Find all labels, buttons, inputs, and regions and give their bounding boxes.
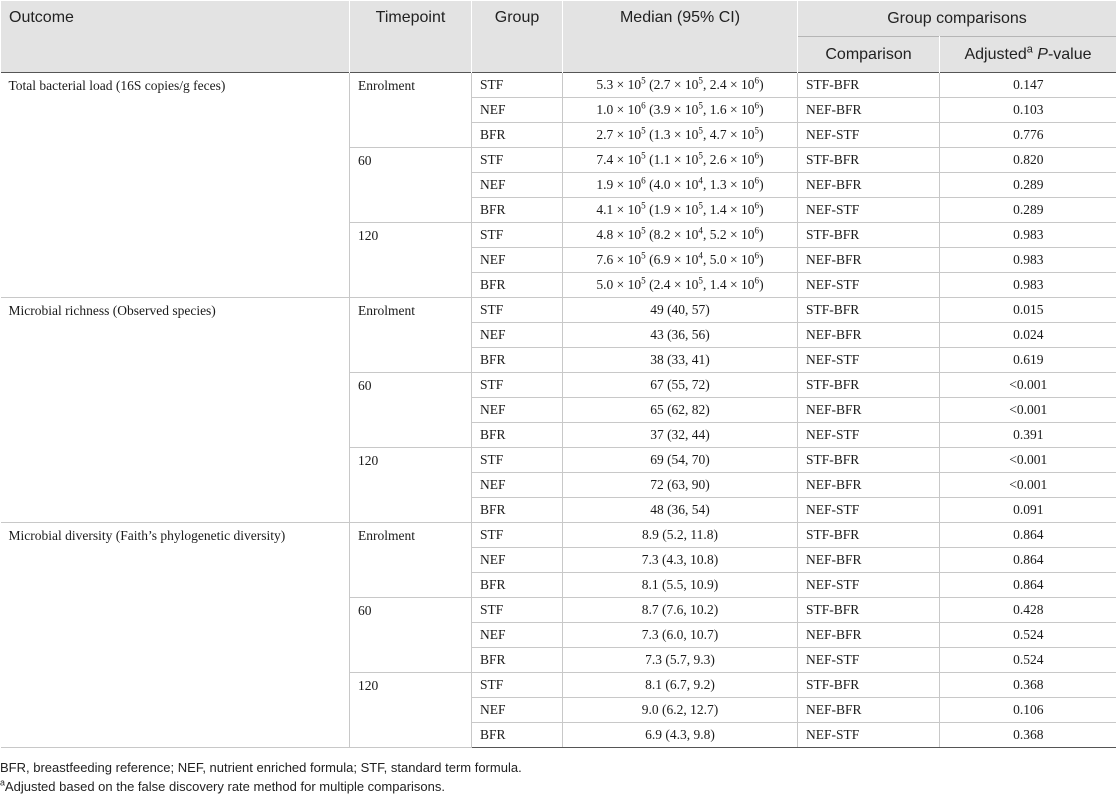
median-cell: 37 (32, 44) <box>563 423 798 448</box>
pvalue-cell: 0.091 <box>940 498 1116 523</box>
median-cell: 9.0 (6.2, 12.7) <box>563 698 798 723</box>
pvalue-cell: 0.983 <box>940 273 1116 298</box>
pvalue-cell: 0.524 <box>940 648 1116 673</box>
group-cell: NEF <box>472 623 563 648</box>
pvalue-cell: 0.524 <box>940 623 1116 648</box>
pvalue-cell: 0.106 <box>940 698 1116 723</box>
group-cell: BFR <box>472 723 563 748</box>
median-cell: 7.3 (5.7, 9.3) <box>563 648 798 673</box>
comparison-cell: STF-BFR <box>798 448 940 473</box>
header-pvalue-suffix: -value <box>1048 46 1092 63</box>
comparison-cell: NEF-STF <box>798 723 940 748</box>
median-cell: $7.6 \times 10^5$ ($6.9 \times 10^4$, $5.0 \times 10^6$) <box>563 248 798 273</box>
outcome-cell: Total bacterial load (16S copies/g feces) <box>1 73 350 298</box>
group-cell: STF <box>472 598 563 623</box>
pvalue-cell: <0.001 <box>940 398 1116 423</box>
comparison-cell: NEF-BFR <box>798 548 940 573</box>
median-cell: 48 (36, 54) <box>563 498 798 523</box>
median-cell: 8.1 (5.5, 10.9) <box>563 573 798 598</box>
comparison-cell: NEF-STF <box>798 423 940 448</box>
median-cell: 67 (55, 72) <box>563 373 798 398</box>
median-cell: 6.9 (4.3, 9.8) <box>563 723 798 748</box>
timepoint-cell: 120 <box>350 448 472 523</box>
group-cell: BFR <box>472 573 563 598</box>
pvalue-cell: 0.289 <box>940 173 1116 198</box>
outcome-cell: Microbial richness (Observed species) <box>1 298 350 523</box>
comparison-cell: NEF-BFR <box>798 98 940 123</box>
pvalue-cell: 0.864 <box>940 573 1116 598</box>
outcome-cell: Microbial diversity (Faith’s phylogenetic diversity) <box>1 523 350 748</box>
comparison-cell: NEF-BFR <box>798 248 940 273</box>
group-cell: STF <box>472 223 563 248</box>
group-cell: STF <box>472 448 563 473</box>
pvalue-cell: 0.864 <box>940 548 1116 573</box>
median-cell: 8.1 (6.7, 9.2) <box>563 673 798 698</box>
comparison-cell: NEF-BFR <box>798 398 940 423</box>
pvalue-cell: 0.391 <box>940 423 1116 448</box>
pvalue-cell: 0.368 <box>940 723 1116 748</box>
table-row <box>1 73 1116 98</box>
header-adjusted-superscript: a <box>1027 43 1033 55</box>
header-group: Group <box>472 1 563 73</box>
group-cell: BFR <box>472 648 563 673</box>
median-cell: 43 (36, 56) <box>563 323 798 348</box>
group-cell: NEF <box>472 173 563 198</box>
group-cell: BFR <box>472 123 563 148</box>
group-cell: NEF <box>472 398 563 423</box>
comparison-cell: NEF-STF <box>798 648 940 673</box>
table-row <box>1 523 1116 548</box>
pvalue-cell: 0.015 <box>940 298 1116 323</box>
pvalue-cell: 0.024 <box>940 323 1116 348</box>
timepoint-cell: 60 <box>350 373 472 448</box>
timepoint-cell: Enrolment <box>350 73 472 148</box>
timepoint-cell: Enrolment <box>350 523 472 598</box>
median-cell: $4.8 \times 10^5$ ($8.2 \times 10^4$, $5.2 \times 10^6$) <box>563 223 798 248</box>
median-cell: $1.0 \times 10^6$ ($3.9 \times 10^5$, $1.6 \times 10^6$) <box>563 98 798 123</box>
group-cell: BFR <box>472 423 563 448</box>
pvalue-cell: <0.001 <box>940 373 1116 398</box>
group-cell: NEF <box>472 248 563 273</box>
comparison-cell: NEF-BFR <box>798 698 940 723</box>
median-cell: $7.4 \times 10^5$ ($1.1 \times 10^5$, $2.6 \times 10^6$) <box>563 148 798 173</box>
header-group-comparisons: Group comparisons <box>798 1 1116 37</box>
group-cell: BFR <box>472 198 563 223</box>
group-cell: BFR <box>472 273 563 298</box>
comparison-cell: NEF-STF <box>798 348 940 373</box>
pvalue-cell: <0.001 <box>940 473 1116 498</box>
pvalue-cell: <0.001 <box>940 448 1116 473</box>
comparison-cell: NEF-BFR <box>798 323 940 348</box>
group-cell: NEF <box>472 98 563 123</box>
header-p-italic: P <box>1037 46 1048 63</box>
header-outcome: Outcome <box>1 1 350 73</box>
group-cell: NEF <box>472 698 563 723</box>
median-cell: 8.7 (7.6, 10.2) <box>563 598 798 623</box>
timepoint-cell: Enrolment <box>350 298 472 373</box>
group-cell: BFR <box>472 348 563 373</box>
group-cell: NEF <box>472 548 563 573</box>
timepoint-cell: 60 <box>350 598 472 673</box>
median-cell: $5.3 \times 10^5$ ($2.7 \times 10^5$, $2.4 \times 10^6$) <box>563 73 798 98</box>
group-cell: NEF <box>472 473 563 498</box>
pvalue-cell: 0.983 <box>940 248 1116 273</box>
group-cell: STF <box>472 523 563 548</box>
comparison-cell: STF-BFR <box>798 73 940 98</box>
group-cell: NEF <box>472 323 563 348</box>
group-cell: STF <box>472 298 563 323</box>
comparison-cell: NEF-STF <box>798 273 940 298</box>
median-cell: 8.9 (5.2, 11.8) <box>563 523 798 548</box>
header-adjusted-pvalue <box>940 37 1116 73</box>
footnote-marker: a <box>0 778 5 788</box>
median-cell: 7.3 (4.3, 10.8) <box>563 548 798 573</box>
group-cell: STF <box>472 73 563 98</box>
comparison-cell: STF-BFR <box>798 523 940 548</box>
median-cell: 7.3 (6.0, 10.7) <box>563 623 798 648</box>
timepoint-cell: 120 <box>350 673 472 748</box>
timepoint-cell: 60 <box>350 148 472 223</box>
table-row <box>1 298 1116 323</box>
group-cell: BFR <box>472 498 563 523</box>
median-cell: 69 (54, 70) <box>563 448 798 473</box>
pvalue-cell: 0.820 <box>940 148 1116 173</box>
median-cell: 72 (63, 90) <box>563 473 798 498</box>
comparison-cell: NEF-BFR <box>798 473 940 498</box>
pvalue-cell: 0.864 <box>940 523 1116 548</box>
comparison-cell: STF-BFR <box>798 223 940 248</box>
header-timepoint: Timepoint <box>350 1 472 73</box>
pvalue-cell: 0.368 <box>940 673 1116 698</box>
pvalue-cell: 0.983 <box>940 223 1116 248</box>
median-cell: $5.0 \times 10^5$ ($2.4 \times 10^5$, $1.4 \times 10^6$) <box>563 273 798 298</box>
comparison-cell: STF-BFR <box>798 298 940 323</box>
timepoint-cell: 120 <box>350 223 472 298</box>
median-cell: 49 (40, 57) <box>563 298 798 323</box>
header-adjusted-label: Adjusted <box>964 46 1026 63</box>
pvalue-cell: 0.619 <box>940 348 1116 373</box>
comparison-cell: STF-BFR <box>798 598 940 623</box>
header-comparison: Comparison <box>798 37 940 73</box>
comparison-cell: NEF-STF <box>798 123 940 148</box>
group-cell: STF <box>472 673 563 698</box>
comparison-cell: NEF-STF <box>798 573 940 598</box>
footnote-adjusted <box>0 777 1116 796</box>
pvalue-cell: 0.289 <box>940 198 1116 223</box>
median-cell: 38 (33, 41) <box>563 348 798 373</box>
group-cell: STF <box>472 373 563 398</box>
table-header <box>1 1 1116 73</box>
comparison-cell: STF-BFR <box>798 148 940 173</box>
footnote-adjusted-text: Adjusted based on the false discovery rate method for multiple comparisons. <box>5 779 445 794</box>
median-cell: $1.9 \times 10^6$ ($4.0 \times 10^4$, $1.3 \times 10^6$) <box>563 173 798 198</box>
pvalue-cell: 0.103 <box>940 98 1116 123</box>
comparison-cell: NEF-STF <box>798 498 940 523</box>
table-footnotes <box>0 758 1116 796</box>
median-cell: $4.1 \times 10^5$ ($1.9 \times 10^5$, $1.4 \times 10^6$) <box>563 198 798 223</box>
median-cell: 65 (62, 82) <box>563 398 798 423</box>
footnote-abbreviations: BFR, breastfeeding reference; NEF, nutrient enriched formula; STF, standard term formula. <box>0 758 1116 777</box>
pvalue-cell: 0.147 <box>940 73 1116 98</box>
table-body <box>1 73 1116 748</box>
comparison-cell: NEF-BFR <box>798 173 940 198</box>
pvalue-cell: 0.776 <box>940 123 1116 148</box>
median-cell: $2.7 \times 10^5$ ($1.3 \times 10^5$, $4.7 \times 10^5$) <box>563 123 798 148</box>
comparison-cell: STF-BFR <box>798 673 940 698</box>
group-cell: STF <box>472 148 563 173</box>
comparison-cell: NEF-BFR <box>798 623 940 648</box>
pvalue-cell: 0.428 <box>940 598 1116 623</box>
comparison-cell: NEF-STF <box>798 198 940 223</box>
header-median: Median (95% CI) <box>563 1 798 73</box>
comparison-cell: STF-BFR <box>798 373 940 398</box>
